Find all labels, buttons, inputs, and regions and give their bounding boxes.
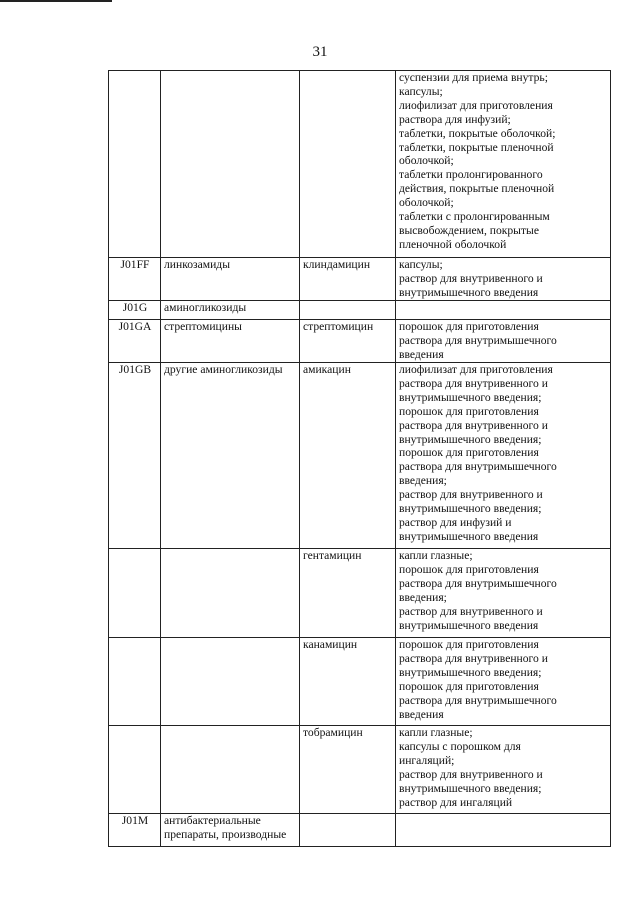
group-name-line: аминогликозиды — [164, 301, 247, 314]
dosage-forms-cell — [396, 71, 611, 258]
dosage-form-line: действия, покрытые пленочной — [399, 182, 555, 196]
dosage-form-line: внутримышечного введения; — [399, 781, 542, 795]
dosage-form-line: внутримышечного введения; — [399, 502, 542, 516]
dosage-form-line: введения; — [399, 590, 447, 604]
dosage-form-line: раствора для внутримышечного — [399, 576, 557, 590]
atc-code: J01M — [121, 814, 149, 827]
drug-name-line: канамицин — [303, 638, 358, 651]
dosage-form-line: раствор для внутривенного и — [399, 604, 543, 618]
dosage-forms-cell — [396, 726, 611, 814]
dosage-form-line: оболочкой; — [399, 196, 454, 210]
table-row — [109, 549, 611, 638]
atc-code-cell — [109, 549, 161, 638]
dosage-forms-cell — [396, 320, 611, 363]
atc-code-cell — [109, 301, 161, 320]
dosage-form-line: раствор для внутривенного и — [399, 488, 543, 502]
table-row — [109, 363, 611, 549]
group-cell — [161, 638, 300, 726]
dosage-form-line: порошок для приготовления — [399, 638, 539, 651]
dosage-form-line: введения — [399, 707, 444, 721]
group-cell — [161, 363, 300, 549]
atc-code-cell — [109, 638, 161, 726]
atc-code: J01GB — [118, 363, 152, 376]
atc-code-cell — [109, 814, 161, 847]
drug-name-line: стрептомицин — [303, 320, 374, 333]
table-row — [109, 258, 611, 301]
dosage-form-line: порошок для приготовления — [399, 404, 539, 418]
dosage-form-line: ингаляций; — [399, 753, 455, 767]
dosage-form-line: раствора для внутривенного и — [399, 651, 548, 665]
dosage-form-line: порошок для приготовления — [399, 446, 539, 460]
dosage-form-line: капли глазные; — [399, 726, 473, 739]
dosage-form-line: раствор для ингаляций — [399, 795, 513, 809]
atc-code-cell — [109, 71, 161, 258]
drug-cell — [300, 320, 396, 363]
dosage-form-line: раствора для внутривенного и — [399, 376, 548, 390]
drug-name-line: тобрамицин — [303, 726, 363, 739]
atc-code: J01FF — [120, 258, 150, 271]
dosage-form-line: внутримышечного введения; — [399, 390, 542, 404]
dosage-form-line: таблетки с пролонгированным — [399, 210, 550, 224]
dosage-form-line: капсулы; — [399, 258, 443, 271]
atc-code-cell — [109, 320, 161, 363]
drug-cell — [300, 549, 396, 638]
drug-cell — [300, 71, 396, 258]
drug-cell — [300, 638, 396, 726]
dosage-forms-cell — [396, 301, 611, 320]
dosage-form-line: раствора для инфузий; — [399, 112, 511, 126]
dosage-form-line: раствора для внутримышечного — [399, 460, 557, 474]
dosage-form-line: таблетки, покрытые пленочной — [399, 140, 554, 154]
dosage-form-line: порошок для приготовления — [399, 679, 539, 693]
dosage-form-line: суспензии для приема внутрь; — [399, 71, 548, 84]
dosage-form-line: таблетки пролонгированного — [399, 168, 543, 182]
dosage-form-line: порошок для приготовления — [399, 562, 539, 576]
table-row — [109, 320, 611, 363]
atc-code-cell — [109, 258, 161, 301]
group-name-line: антибактериальные — [164, 814, 261, 827]
dosage-form-line: внутримышечного введения — [399, 285, 539, 299]
dosage-form-line: лиофилизат для приготовления — [399, 363, 553, 376]
drug-table — [108, 70, 611, 847]
dosage-form-line: внутримышечного введения; — [399, 432, 542, 446]
dosage-form-line: капсулы; — [399, 84, 443, 98]
dosage-form-line: пленочной оболочкой — [399, 237, 507, 251]
dosage-form-line: раствор для инфузий и — [399, 515, 512, 529]
atc-code: J01G — [122, 301, 148, 314]
group-name-line: другие аминогликозиды — [164, 363, 283, 376]
drug-cell — [300, 301, 396, 320]
dosage-form-line: лиофилизат для приготовления — [399, 98, 553, 112]
dosage-forms-cell — [396, 549, 611, 638]
dosage-form-line: внутримышечного введения; — [399, 665, 542, 679]
dosage-forms-cell — [396, 638, 611, 726]
group-cell — [161, 301, 300, 320]
table-row — [109, 726, 611, 814]
group-cell — [161, 549, 300, 638]
dosage-form-line: капсулы с порошком для — [399, 739, 521, 753]
dosage-form-line: введения — [399, 347, 444, 361]
dosage-forms-cell — [396, 258, 611, 301]
atc-code-cell — [109, 363, 161, 549]
dosage-form-line: таблетки, покрытые оболочкой; — [399, 126, 556, 140]
drug-cell — [300, 363, 396, 549]
group-cell — [161, 814, 300, 847]
dosage-form-line: раствора для внутривенного и — [399, 418, 548, 432]
group-cell — [161, 71, 300, 258]
group-cell — [161, 258, 300, 301]
table-row — [109, 814, 611, 847]
drug-name-line: амикацин — [303, 363, 351, 376]
dosage-form-line: раствора для внутримышечного — [399, 693, 557, 707]
group-cell — [161, 726, 300, 814]
group-name-line: стрептомицины — [164, 320, 242, 333]
dosage-form-line: введения; — [399, 474, 447, 488]
dosage-forms-cell — [396, 814, 611, 847]
drug-name-line: клиндамицин — [303, 258, 371, 271]
dosage-form-line: раствор для внутривенного и — [399, 767, 543, 781]
atc-code: J01GA — [118, 320, 152, 333]
page-number: 31 — [312, 44, 328, 60]
drug-cell — [300, 258, 396, 301]
table-row — [109, 301, 611, 320]
drug-cell — [300, 814, 396, 847]
dosage-form-line: оболочкой; — [399, 154, 454, 168]
dosage-form-line: высвобождением, покрытые — [399, 223, 539, 237]
dosage-form-line: внутримышечного введения — [399, 618, 539, 632]
group-cell — [161, 320, 300, 363]
dosage-form-line: раствора для внутримышечного — [399, 333, 557, 347]
dosage-form-line: порошок для приготовления — [399, 320, 539, 333]
dosage-form-line: внутримышечного введения — [399, 529, 539, 543]
dosage-form-line: раствор для внутривенного и — [399, 271, 543, 285]
top-rule — [0, 0, 112, 2]
drug-name-line: гентамицин — [303, 549, 362, 562]
table-body — [109, 71, 611, 847]
group-name-line: препараты, производные — [164, 827, 287, 841]
drug-cell — [300, 726, 396, 814]
atc-code-cell — [109, 726, 161, 814]
dosage-forms-cell — [396, 363, 611, 549]
group-name-line: линкозамиды — [164, 258, 230, 271]
table-row — [109, 71, 611, 258]
table-row — [109, 638, 611, 726]
dosage-form-line: капли глазные; — [399, 549, 473, 562]
